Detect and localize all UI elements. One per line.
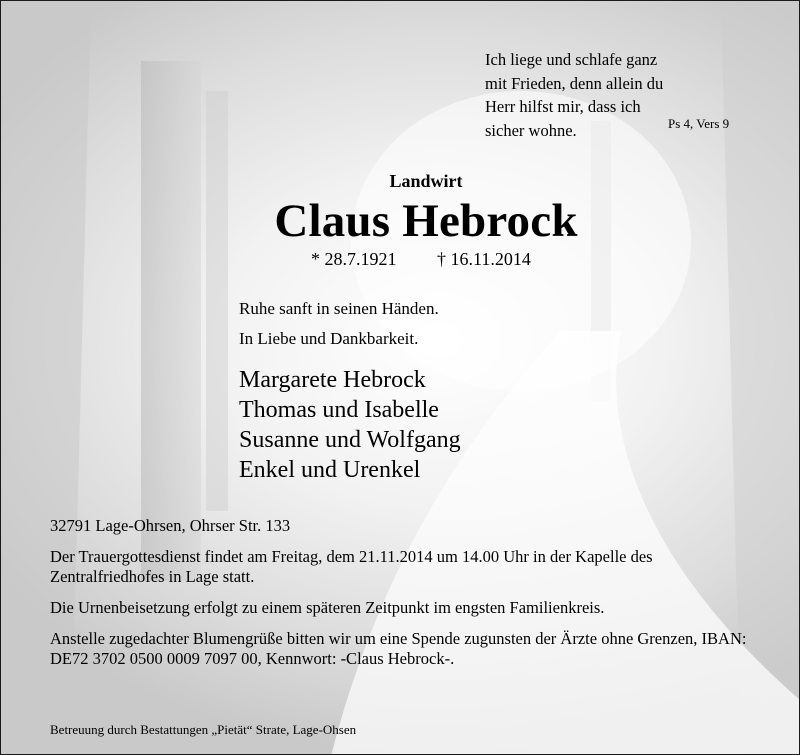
mourner-name: Margarete Hebrock [239, 367, 426, 393]
funeral-home-credit: Betreuung durch Bestattungen „Pietät“ Strate, Lage-Ohsen [50, 722, 357, 737]
bible-quote: Ich liege und schlafe ganz mit Frieden, denn allein du Herr hilfst mir, dass ich sicher wohne. [485, 50, 664, 140]
family-address: 32791 Lage-Ohrsen, Ohrser Str. 133 [50, 516, 291, 535]
bible-reference: Ps 4, Vers 9 [668, 116, 730, 131]
funeral-info [50, 516, 770, 680]
mourner-name: Thomas und Isabelle [239, 397, 439, 423]
donation-request: Anstelle zugedachter Blumengrüße bitten wir um eine Spende zugunsten der Ärzte ohne Grenzen, IBAN: DE72 3702 0500 0009 7097 00, Kennwort: -Claus Hebrock-. [50, 629, 747, 668]
urn-burial-details: Die Urnenbeisetzung erfolgt zu einem späteren Zeitpunkt im engsten Familienkreis. [50, 598, 605, 617]
mourners-list [239, 365, 461, 485]
condolence-line-2: In Liebe und Dankbarkeit. [239, 329, 419, 348]
mourner-name: Susanne und Wolfgang [239, 427, 461, 453]
deceased-name: Claus Hebrock [274, 195, 578, 247]
mourner-name: Enkel und Urenkel [239, 457, 421, 483]
deceased-occupation: Landwirt [389, 171, 463, 191]
condolence-line-1: Ruhe sanft in seinen Händen. [239, 299, 439, 318]
death-date: † 16.11.2014 [437, 249, 531, 269]
birth-date: * 28.7.1921 [311, 249, 397, 269]
service-details: Der Trauergottesdienst findet am Freitag, dem 21.11.2014 um 14.00 Uhr in der Kapelle des Zentralfriedhofes in Lage statt. [50, 547, 653, 586]
